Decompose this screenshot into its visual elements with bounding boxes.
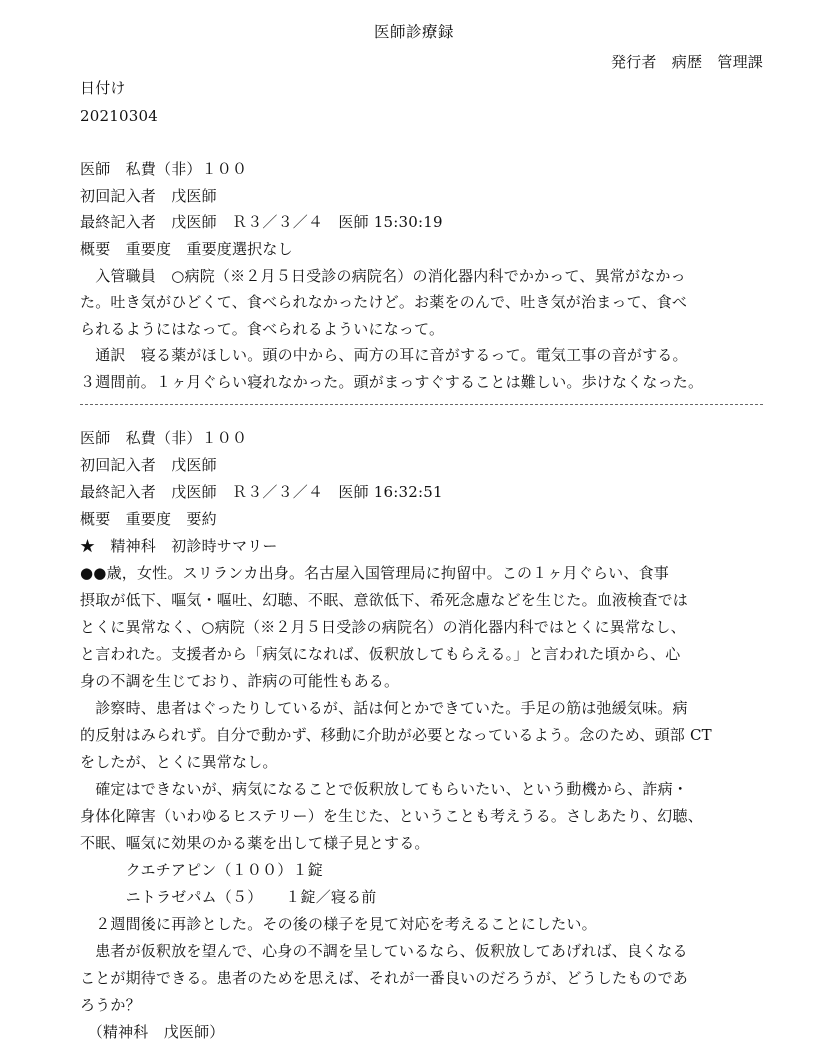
date-label: 日付け [80, 79, 126, 97]
record2-line: ●●歳，女性。スリランカ出身。名古屋入国管理局に拘留中。この１ヶ月ぐらい、食事 [80, 564, 669, 582]
record1-line: 最終記入者 戊医師 Ｒ３／３／４ 医師 15:30:19 [80, 213, 443, 231]
record1-line: 初回記入者 戊医師 [80, 187, 217, 205]
record1-line: た。吐き気がひどくて、食べられなかったけど。お薬をのんで、吐き気が治まって、食べ [80, 293, 688, 311]
record1-line: 概要 重要度 重要度選択なし [80, 240, 293, 258]
record1-line: 医師 私費（非）１００ [80, 160, 248, 178]
record2-line: 診察時、患者はぐったりしているが、話は何とかできていた。手足の筋は弛緩気味。病 [80, 699, 688, 717]
record2-line: 身の不調を生じており、詐病の可能性もある。 [80, 672, 400, 690]
record2-line: とくに異常なく、○病院（※２月５日受診の病院名）の消化器内科ではとくに異常なし、 [80, 618, 686, 636]
record1-line: 通訳 寝る薬がほしい。頭の中から、両方の耳に音がするって。電気工事の音がする。 [80, 346, 688, 364]
issuer-line: 発行者 病歴 管理課 [610, 53, 763, 71]
record2-line: 摂取が低下、嘔気・嘔吐、幻聴、不眠、意欲低下、希死念慮などを生じた。血液検査では [80, 591, 689, 609]
document-title: 医師診療録 [373, 23, 454, 41]
record2-line: クエチアピン（１００）１錠 [80, 861, 323, 879]
record2-line: 最終記入者 戊医師 Ｒ３／３／４ 医師 16:32:51 [80, 483, 443, 501]
record1-line: られるようにはなって。食べられるよういになって。 [80, 320, 445, 338]
record2-line: ニトラゼパム（５） １錠／寝る前 [80, 888, 377, 906]
record2-line: （精神科 戊医師） [80, 1023, 225, 1041]
date-value: 20210304 [80, 107, 158, 125]
record2-line: をしたが、とくに異常なし。 [80, 753, 278, 771]
record2-line: 初回記入者 戊医師 [80, 456, 217, 474]
record2-line: 確定はできないが、病気になることで仮釈放してもらいたい、という動機から、詐病・ [80, 780, 689, 798]
record2-line: 身体化障害（いわゆるヒステリー）を生じた、ということも考えうる。さしあたり、幻聴、 [80, 807, 703, 825]
record2-line: ろうか？ [80, 996, 141, 1014]
record2-line: ★ 精神科 初診時サマリー [80, 537, 278, 555]
record-divider [80, 404, 763, 405]
record2-line: 概要 重要度 要約 [80, 510, 217, 528]
record2-line: 医師 私費（非）１００ [80, 429, 248, 447]
record2-line: ２週間後に再診とした。その後の様子を見て対応を考えることにしたい。 [80, 915, 597, 933]
record2-line: 不眠、嘔気に効果のかる薬を出して様子見とする。 [80, 834, 430, 852]
record1-line: ３週間前。１ヶ月ぐらい寝れなかった。頭がまっすぐすることは難しい。歩けなくなった。 [80, 373, 704, 391]
record2-line: 患者が仮釈放を望んで、心身の不調を呈しているなら、仮釈放してあげれば、良くなる [80, 942, 688, 960]
record2-line: ことが期待できる。患者のためを思えば、それが一番良いのだろうが、どうしたものであ [80, 969, 689, 987]
record1-line: 入管職員 ○病院（※２月５日受診の病院名）の消化器内科でかかって、異常がなかっ [80, 267, 686, 285]
record2-line: と言われた。支援者から「病気になれば、仮釈放してもらえる。」と言われた頃から、心 [80, 645, 681, 663]
record2-line: 的反射はみられず。自分で動かず、移動に介助が必要となっているよう。念のため、頭部 CT [80, 726, 712, 744]
